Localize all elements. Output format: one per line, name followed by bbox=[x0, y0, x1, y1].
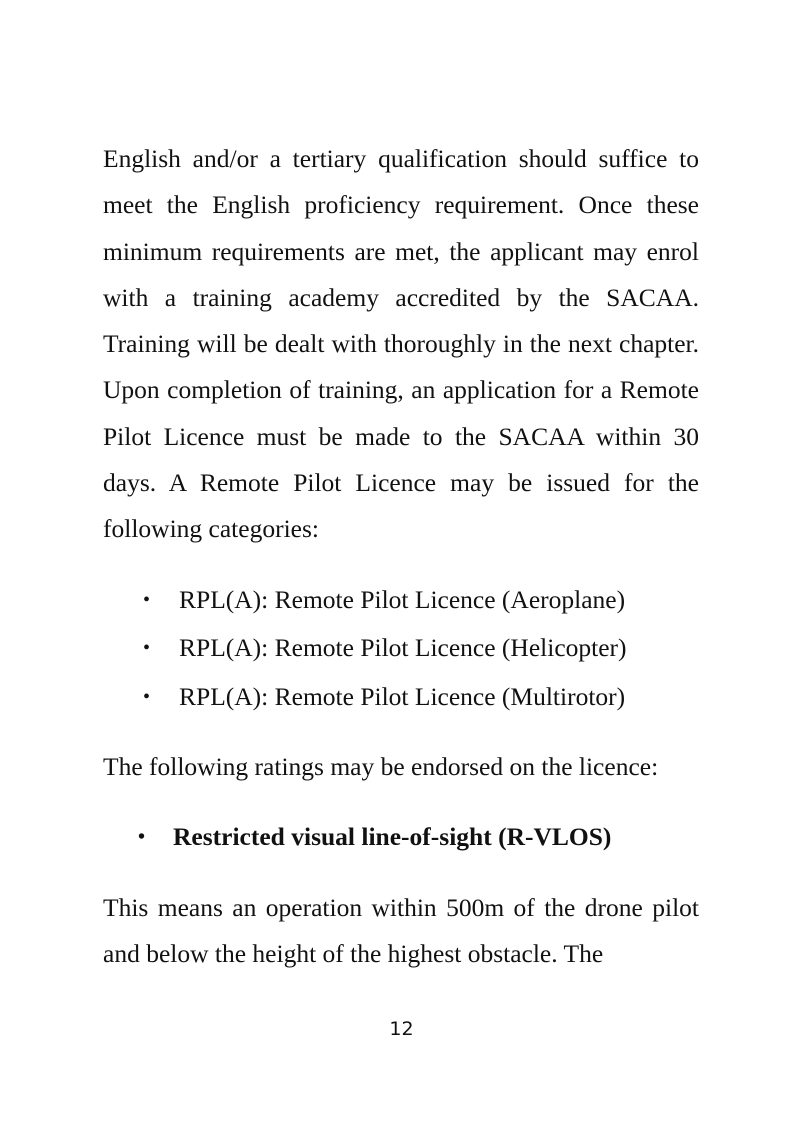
intro-paragraph: English and/or a tertiary qualification should suffice to meet the English proficiency requirement. Once these minimum requirements are met, the applicant may enrol with a training academy accredited by the SACAA. Training will be dealt with thoroughly in the next chapter. Upon completion of training, an application for a Remote Pilot Licence must be made to the SACAA within 30 days. A Remote Pilot Licence may be issued for the following categories: bbox=[103, 144, 699, 544]
list-item bbox=[103, 673, 699, 722]
page-number: 12 bbox=[389, 1018, 414, 1040]
bullet-icon: • bbox=[143, 588, 151, 611]
list-item bbox=[103, 576, 699, 625]
ratings-intro-paragraph: The following ratings may be endorsed on the licence: bbox=[103, 752, 659, 782]
list-item-text: RPL(A): Remote Pilot Licence (Multirotor) bbox=[179, 681, 626, 711]
rvlos-description-paragraph: This means an operation within 500m of the drone pilot and below the height of the highest obstacle. The bbox=[103, 892, 699, 969]
list-item-text: RPL(A): Remote Pilot Licence (Aeroplane) bbox=[179, 584, 626, 614]
list-item bbox=[103, 813, 699, 862]
document-page bbox=[103, 136, 699, 978]
list-item-text: RPL(A): Remote Pilot Licence (Helicopter) bbox=[179, 633, 627, 663]
ratings-list bbox=[103, 813, 699, 862]
bullet-icon: • bbox=[138, 826, 146, 849]
list-item bbox=[103, 624, 699, 673]
licence-categories-list bbox=[103, 576, 699, 722]
rating-heading: Restricted visual line-of-sight (R-VLOS) bbox=[173, 822, 612, 852]
bullet-icon: • bbox=[143, 685, 151, 708]
bullet-icon: • bbox=[143, 637, 151, 660]
